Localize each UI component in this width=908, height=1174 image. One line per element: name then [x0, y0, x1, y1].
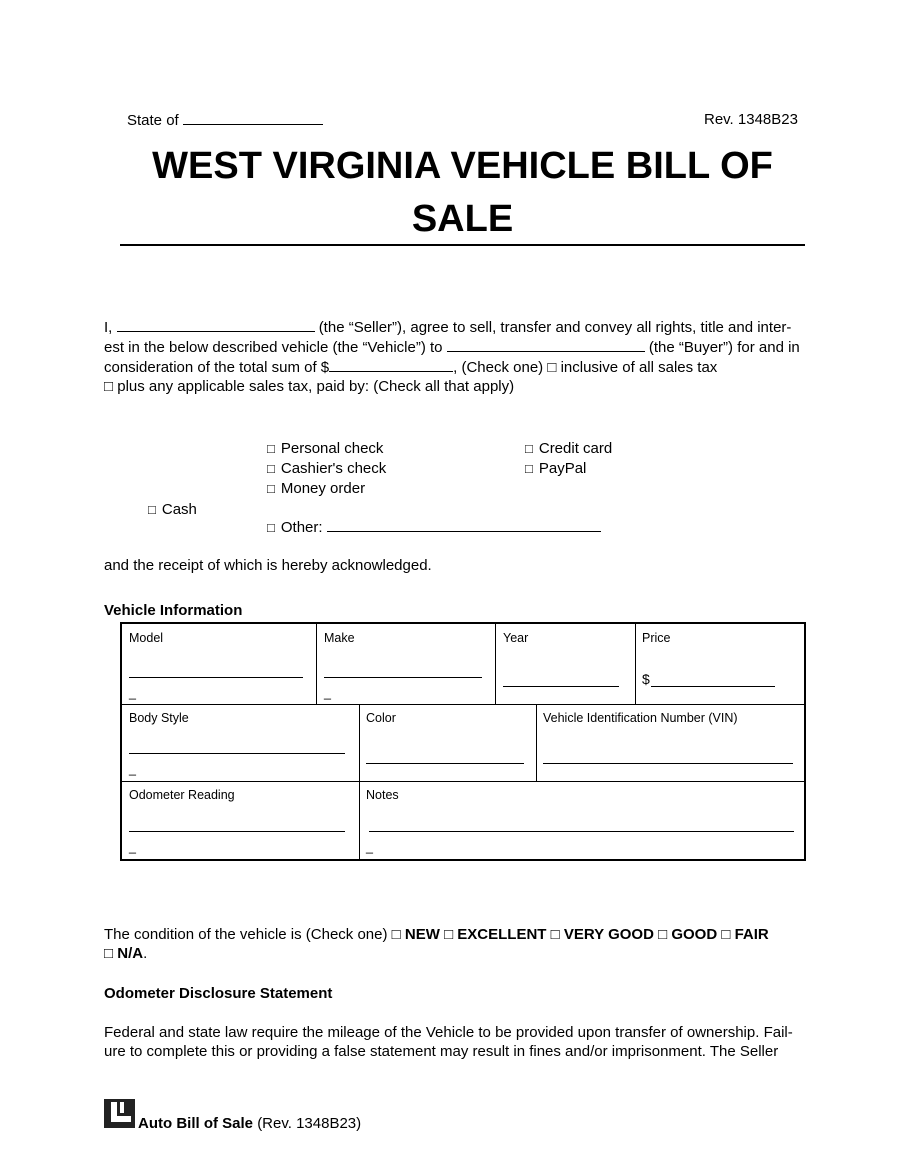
price-cell[interactable]: [635, 624, 804, 704]
intro-paragraph: [104, 317, 804, 396]
intro-line3-end: , (Check one) □ inclusive of all sales tax: [453, 359, 718, 376]
seller-name-blank[interactable]: [117, 317, 315, 332]
intro-line1-end: (the “Seller”), agree to sell, transfer and convey all rights, title and inter-: [318, 319, 792, 336]
option-money-order[interactable]: □ Money order: [267, 480, 366, 497]
intro-line1-start: I,: [104, 319, 113, 336]
checkbox-icon[interactable]: □: [267, 481, 275, 496]
condition-paragraph: The condition of the vehicle is (Check one) □ NEW □ EXCELLENT □ VERY GOOD □ GOOD □ FAIR □ N/A.: [104, 926, 769, 962]
body-style-label: Body Style: [129, 711, 189, 725]
odometer-reading-blank[interactable]: [129, 831, 345, 832]
odometer-disclosure-heading: Odometer Disclosure Statement: [104, 985, 333, 1002]
state-blank[interactable]: [183, 110, 323, 125]
condition-na[interactable]: N/A: [117, 945, 144, 962]
state-of-line: [127, 110, 323, 130]
condition-very-good[interactable]: VERY GOOD: [563, 926, 654, 943]
notes-cell[interactable]: Notes _: [359, 781, 804, 859]
checkbox-icon[interactable]: □: [721, 926, 731, 943]
make-blank[interactable]: [324, 677, 482, 678]
color-cell[interactable]: [359, 704, 536, 781]
checkbox-icon[interactable]: □: [148, 502, 156, 517]
title-divider: [120, 244, 805, 246]
color-blank[interactable]: [366, 763, 524, 764]
body-style-blank[interactable]: [129, 753, 345, 754]
odometer-disclosure-text: Federal and state law require the mileage of the Vehicle to be provided upon transfer of ownership. Fail- ure to complete this or providing a false statement may result in fines and/or imprisonment. The Seller: [104, 1024, 793, 1060]
notes-label: Notes: [366, 788, 399, 802]
price-blank[interactable]: [651, 686, 775, 687]
make-cell[interactable]: Make _: [316, 624, 495, 704]
color-label: Color: [366, 711, 396, 725]
intro-line3-start: consideration of the total sum of $: [104, 359, 330, 376]
year-cell[interactable]: [495, 624, 635, 704]
option-paypal[interactable]: □ PayPal: [525, 460, 587, 477]
checkbox-icon[interactable]: □: [267, 520, 275, 535]
model-cell[interactable]: Model _: [122, 624, 316, 704]
checkbox-icon[interactable]: □: [267, 461, 275, 476]
option-cashiers-check[interactable]: □ Cashier's check: [267, 460, 387, 477]
condition-good[interactable]: GOOD: [671, 926, 718, 943]
lawdistrict-logo-icon: [104, 1099, 135, 1128]
checkbox-icon[interactable]: □: [525, 441, 533, 456]
condition-prefix: The condition of the vehicle is (Check one) □: [104, 926, 401, 943]
document-title: WEST VIRGINIA VEHICLE BILL OF SALE: [152, 145, 773, 240]
notes-blank[interactable]: [369, 831, 794, 832]
footer-doc-name: Auto Bill of Sale: [138, 1115, 254, 1132]
option-other[interactable]: □ Other:: [267, 517, 601, 537]
year-label: Year: [503, 631, 529, 645]
footer-revision: (Rev. 1348B23): [257, 1115, 362, 1132]
checkbox-icon[interactable]: □: [550, 926, 560, 943]
condition-fair[interactable]: FAIR: [734, 926, 769, 943]
receipt-text: and the receipt of which is hereby acknowledged.: [104, 557, 432, 574]
option-credit-card[interactable]: □ Credit card: [525, 440, 613, 457]
vin-blank[interactable]: [543, 763, 793, 764]
price-label: Price: [642, 631, 671, 645]
option-cash[interactable]: □ Cash: [148, 501, 197, 518]
option-personal-check[interactable]: □ Personal check: [267, 440, 384, 457]
year-blank[interactable]: [503, 686, 619, 687]
buyer-name-blank[interactable]: [447, 337, 645, 352]
other-payment-blank[interactable]: [327, 517, 601, 532]
intro-line4: □ plus any applicable sales tax, paid by: (Check all that apply): [104, 378, 515, 395]
make-label: Make: [324, 631, 355, 645]
vehicle-info-table: [120, 622, 806, 861]
vehicle-info-heading: Vehicle Information: [104, 602, 243, 619]
footer-label: [138, 1114, 361, 1133]
condition-excellent[interactable]: EXCELLENT: [457, 926, 547, 943]
intro-line2-end: (the “Buyer”) for and in: [648, 339, 800, 356]
checkbox-icon[interactable]: □: [658, 926, 668, 943]
model-blank[interactable]: [129, 677, 303, 678]
checkbox-icon[interactable]: □: [444, 926, 454, 943]
odometer-reading-label: Odometer Reading: [129, 788, 235, 802]
odometer-reading-cell[interactable]: Odometer Reading _: [122, 781, 359, 859]
state-label: State of: [127, 112, 179, 129]
vin-label: Vehicle Identification Number (VIN): [543, 711, 738, 725]
checkbox-icon[interactable]: □: [267, 441, 275, 456]
intro-line2-start: est in the below described vehicle (the “Vehicle”) to: [104, 339, 443, 356]
total-sum-blank[interactable]: [329, 357, 453, 372]
dollar-sign: $: [642, 671, 650, 687]
body-style-cell[interactable]: Body Style _: [122, 704, 359, 781]
checkbox-icon[interactable]: □: [525, 461, 533, 476]
model-label: Model: [129, 631, 164, 645]
condition-new[interactable]: NEW: [404, 926, 440, 943]
revision-label: Rev. 1348B23: [704, 111, 798, 128]
vin-cell[interactable]: [536, 704, 804, 781]
checkbox-icon[interactable]: □: [104, 945, 114, 962]
